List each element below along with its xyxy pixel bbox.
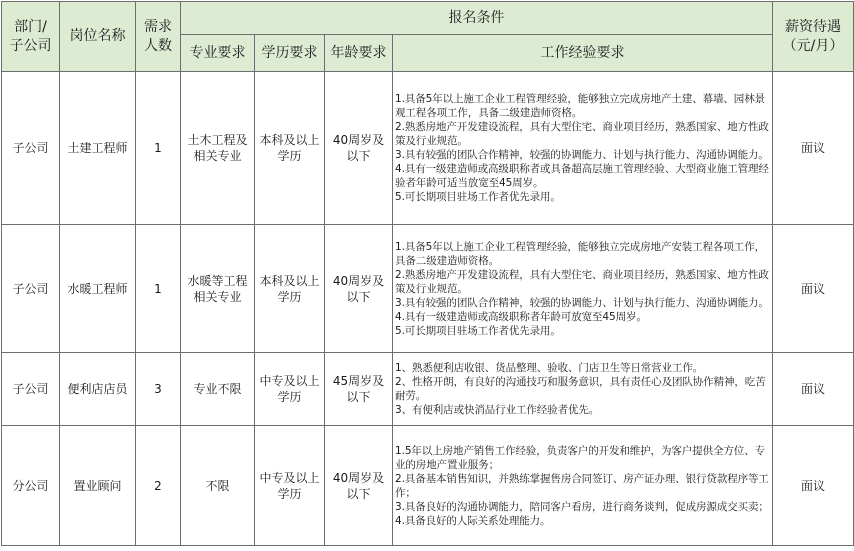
experience-item: 1.具备5年以上施工企业工程管理经验，能够独立完成房地产安装工程各项工作，具备二级建造师资格。 xyxy=(395,240,765,267)
salary-text: 面议 xyxy=(800,382,825,396)
header-count xyxy=(136,2,181,72)
experience-item: 4.具有一级建造师或高级职称者年龄可放宽至45周岁。 xyxy=(395,310,647,323)
cell-salary xyxy=(773,353,854,426)
header-dept-text: 部门/ 子公司 xyxy=(9,18,52,54)
education-text: 中专及以上学历 xyxy=(259,374,320,404)
experience-item: 3、有便利店或快消品行业工作经验者优先。 xyxy=(395,404,600,416)
experience-item: 1.5年以上房地产销售工作经验，负责客户的开发和维护，为客户提供全方位、专业的房地产置业服务； xyxy=(395,444,765,471)
header-education-text: 学历要求 xyxy=(261,44,318,61)
header-age-text: 年龄要求 xyxy=(330,44,387,61)
experience-item: 3.具有较强的团队合作精神，较强的协调能力、计划与执行能力、沟通协调能力。 xyxy=(395,149,769,161)
cell-major xyxy=(181,353,255,426)
table-body xyxy=(2,72,854,546)
cell-salary xyxy=(773,72,854,225)
cell-education xyxy=(255,225,325,353)
age-text: 40周岁及以下 xyxy=(332,133,385,163)
cell-education xyxy=(255,72,325,225)
dept-text: 分公司 xyxy=(12,478,49,493)
dept-text: 子公司 xyxy=(12,382,49,396)
table-header xyxy=(2,2,854,72)
experience-item: 1、熟悉便利店收银、货品整理、验收、门店卫生等日常营业工作。 xyxy=(395,362,704,374)
cell-dept xyxy=(2,225,60,353)
age-text: 40周岁及以下 xyxy=(332,273,385,304)
table-row xyxy=(2,426,854,546)
cell-major xyxy=(181,225,255,353)
header-major xyxy=(181,35,255,72)
cell-salary xyxy=(773,225,854,353)
header-dept xyxy=(2,2,60,72)
cell-age xyxy=(325,225,393,353)
major-text: 不限 xyxy=(205,478,230,493)
cell-experience xyxy=(393,353,773,426)
cell-major xyxy=(181,72,255,225)
cell-dept xyxy=(2,426,60,546)
position-text: 水暖工程师 xyxy=(67,281,128,296)
count-text: 2 xyxy=(154,478,162,493)
table-row xyxy=(2,353,854,426)
table-row xyxy=(2,72,854,225)
header-conditions-text: 报名条件 xyxy=(448,9,505,26)
position-text: 土建工程师 xyxy=(67,141,128,155)
dept-text: 子公司 xyxy=(12,281,49,296)
cell-age xyxy=(325,353,393,426)
cell-education xyxy=(255,426,325,546)
experience-item: 4.具备良好的人际关系处理能力。 xyxy=(395,514,551,527)
major-text: 专业不限 xyxy=(193,382,242,396)
experience-item: 2、性格开朗，有良好的沟通技巧和服务意识，具有责任心及团队协作精神，吃苦耐劳。 xyxy=(395,376,766,402)
experience-item: 1.具备5年以上施工企业工程管理经验，能够独立完成房地产土建、幕墙、园林景观工程各项工作，具备二级建造师资格。 xyxy=(395,93,765,119)
cell-experience xyxy=(393,225,773,353)
salary-text: 面议 xyxy=(800,478,825,493)
education-text: 本科及以上学历 xyxy=(259,133,320,163)
header-count-text: 需求 人数 xyxy=(144,18,172,54)
cell-age xyxy=(325,426,393,546)
experience-item: 2.熟悉房地产开发建设流程，具有大型住宅、商业项目经历，熟悉国家、地方性政策及行业规范。 xyxy=(395,268,769,295)
header-experience-text: 工作经验要求 xyxy=(540,44,625,61)
count-text: 3 xyxy=(154,382,162,396)
header-experience xyxy=(393,35,773,72)
experience-item: 2.具备基本销售知识，并熟练掌握售房合同签订、房产证办理、银行贷款程序等工作； xyxy=(395,472,769,499)
experience-item: 4.具有一级建造师或高级职称者或具备超高层施工管理经验、大型商业施工管理经验者年龄可适当放宽至45周岁。 xyxy=(395,163,769,189)
header-major-text: 专业要求 xyxy=(189,44,246,61)
experience-item: 2.熟悉房地产开发建设流程，具有大型住宅、商业项目经历，熟悉国家、地方性政策及行业规范。 xyxy=(395,121,769,147)
dept-text: 子公司 xyxy=(12,141,49,155)
cell-position xyxy=(60,225,136,353)
cell-dept xyxy=(2,72,60,225)
experience-item: 5.可长期项目驻场工作者优先录用。 xyxy=(395,191,561,203)
cell-position xyxy=(60,353,136,426)
experience-item: 5.可长期项目驻场工作者优先录用。 xyxy=(395,324,561,337)
header-education xyxy=(255,35,325,72)
cell-major xyxy=(181,426,255,546)
major-text: 水暖等工程相关专业 xyxy=(187,273,248,304)
cell-salary xyxy=(773,426,854,546)
count-text: 1 xyxy=(154,141,162,155)
header-position-text: 岗位名称 xyxy=(69,28,126,44)
cell-education xyxy=(255,353,325,426)
table-row xyxy=(2,225,854,353)
major-text: 土木工程及相关专业 xyxy=(187,133,248,163)
age-text: 40周岁及以下 xyxy=(332,470,385,501)
education-text: 中专及以上学历 xyxy=(259,470,320,501)
cell-count xyxy=(136,426,181,546)
salary-text: 面议 xyxy=(800,141,825,155)
recruitment-table xyxy=(1,1,854,546)
experience-item: 3.具有较强的团队合作精神，较强的协调能力、计划与执行能力、沟通协调能力。 xyxy=(395,296,769,309)
header-salary xyxy=(773,2,854,72)
experience-item: 3.具备良好的沟通协调能力，陪同客户看房，进行商务谈判，促成房源成交买卖； xyxy=(395,500,769,513)
cell-dept xyxy=(2,353,60,426)
salary-text: 面议 xyxy=(800,281,825,296)
header-age xyxy=(325,35,393,72)
position-text: 便利店店员 xyxy=(67,382,128,396)
cell-position xyxy=(60,72,136,225)
header-position xyxy=(60,2,136,72)
header-conditions xyxy=(181,2,773,35)
cell-experience xyxy=(393,426,773,546)
cell-count xyxy=(136,72,181,225)
header-salary-text: 薪资待遇 （元/月） xyxy=(782,18,844,54)
age-text: 45周岁及以下 xyxy=(332,374,385,404)
position-text: 置业顾问 xyxy=(73,478,122,493)
cell-position xyxy=(60,426,136,546)
count-text: 1 xyxy=(154,281,162,296)
cell-experience xyxy=(393,72,773,225)
cell-count xyxy=(136,353,181,426)
cell-age xyxy=(325,72,393,225)
cell-count xyxy=(136,225,181,353)
education-text: 本科及以上学历 xyxy=(259,273,320,304)
